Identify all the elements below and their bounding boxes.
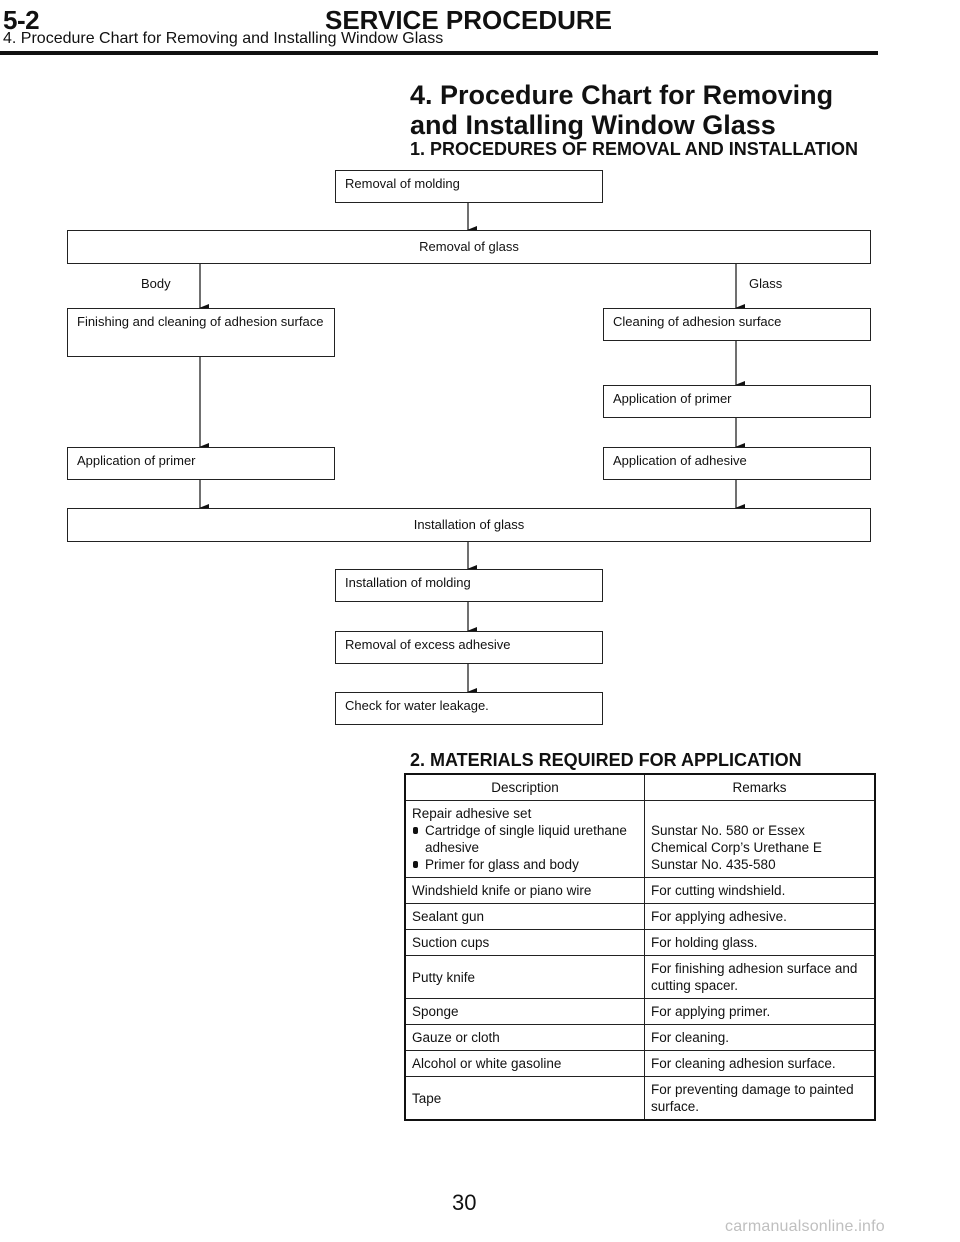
table-cell-description: Gauze or cloth: [405, 1025, 645, 1051]
list-item: Cartridge of single liquid urethane adhesive: [412, 822, 638, 856]
step-removal-of-glass: Removal of glass: [67, 230, 871, 264]
step-finishing-cleaning-adhesion: Finishing and cleaning of adhesion surface: [67, 308, 335, 357]
table-row: [405, 878, 875, 904]
table-row: [405, 1025, 875, 1051]
step-application-primer-body: Application of primer: [67, 447, 335, 480]
table-cell-description: Windshield knife or piano wire: [405, 878, 645, 904]
step-installation-of-glass: Installation of glass: [67, 508, 871, 542]
step-installation-of-molding: Installation of molding: [335, 569, 603, 602]
section-title: SERVICE PROCEDURE: [325, 5, 613, 35]
materials-table: [404, 773, 876, 1121]
watermark-text: carmanualsonline.info: [725, 1218, 885, 1235]
table-cell-remarks: For cleaning.: [645, 1025, 876, 1051]
table-row: [405, 1077, 875, 1121]
table-cell-remarks: For holding glass.: [645, 930, 876, 956]
table-cell-description: Sponge: [405, 999, 645, 1025]
table-cell-remarks: For preventing damage to painted surface.: [645, 1077, 876, 1121]
remarks-line: Sunstar No. 580 or Essex: [651, 823, 805, 838]
header-subtitle: 4. Procedure Chart for Removing and Installing Window Glass: [3, 30, 444, 47]
branch-label-body: Body: [141, 276, 171, 291]
page-title: 4. Procedure Chart for Removing and Installing Window Glass: [410, 80, 834, 140]
table-cell-description: Sealant gun: [405, 904, 645, 930]
repair-kit-title: Repair adhesive set: [412, 806, 532, 821]
step-application-adhesive: Application of adhesive: [603, 447, 871, 480]
remarks-line: Sunstar No. 435-580: [651, 857, 776, 872]
step-removal-excess-adhesive: Removal of excess adhesive: [335, 631, 603, 664]
table-cell-description: [405, 801, 645, 878]
table-cell-remarks: For applying primer.: [645, 999, 876, 1025]
table-cell-remarks: For finishing adhesion surface and cutting spacer.: [645, 956, 876, 999]
table-row: [405, 930, 875, 956]
page-number: 30: [452, 1190, 477, 1215]
step-cleaning-adhesion-surface: Cleaning of adhesion surface: [603, 308, 871, 341]
column-header-remarks: Remarks: [645, 774, 876, 801]
step-removal-of-molding: Removal of molding: [335, 170, 603, 203]
table-cell-description: Tape: [405, 1077, 645, 1121]
table-cell-description: Alcohol or white gasoline: [405, 1051, 645, 1077]
step-check-water-leakage: Check for water leakage.: [335, 692, 603, 725]
section-code: 5-2: [3, 5, 40, 35]
remarks-line: Chemical Corp’s Urethane E: [651, 840, 822, 855]
table-cell-remarks: For cleaning adhesion surface.: [645, 1051, 876, 1077]
section-heading-procedures: 1. PROCEDURES OF REMOVAL AND INSTALLATION: [410, 139, 859, 159]
table-row: [405, 801, 875, 878]
list-item: Primer for glass and body: [412, 856, 638, 873]
table-cell-description: Putty knife: [405, 956, 645, 999]
table-row: [405, 1051, 875, 1077]
branch-label-glass: Glass: [749, 276, 783, 291]
table-row: [405, 999, 875, 1025]
step-application-primer-glass: Application of primer: [603, 385, 871, 418]
table-cell-remarks: [645, 801, 876, 878]
table-row: [405, 956, 875, 999]
column-header-description: Description: [405, 774, 645, 801]
header-rule: [0, 51, 878, 55]
table-header-row: [405, 774, 875, 801]
table-cell-remarks: For cutting windshield.: [645, 878, 876, 904]
repair-kit-bullets: [412, 822, 638, 873]
table-cell-remarks: For applying adhesive.: [645, 904, 876, 930]
table-row: [405, 904, 875, 930]
table-cell-description: Suction cups: [405, 930, 645, 956]
section-heading-materials: 2. MATERIALS REQUIRED FOR APPLICATION: [410, 750, 802, 770]
